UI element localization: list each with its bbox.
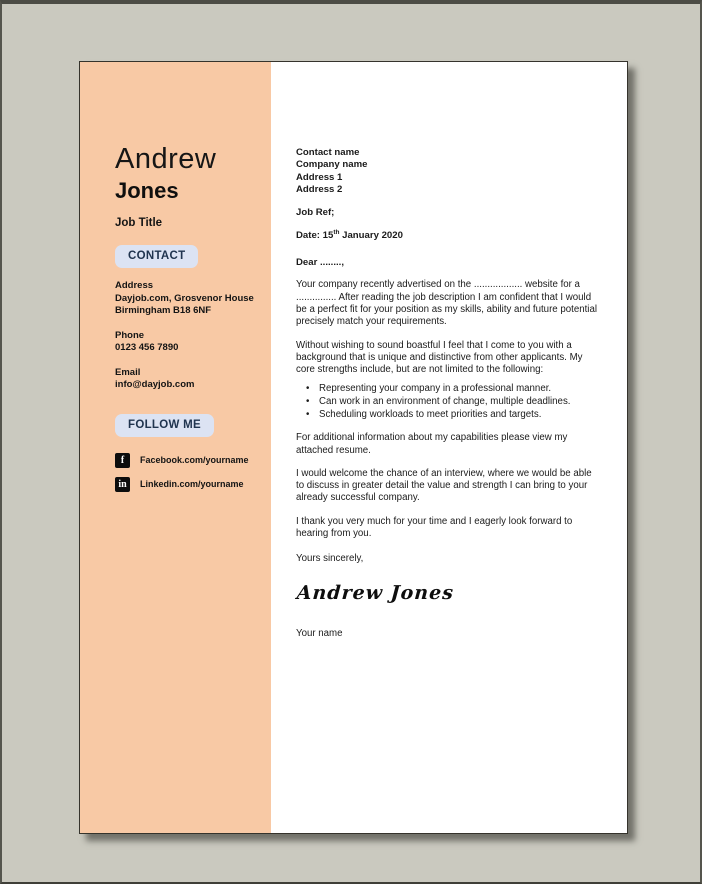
strength-item: • Scheduling workloads to meet priorities and targets. [310,409,601,422]
linkedin-label: Linkedin.com/yourname [140,479,244,490]
last-name: Jones [115,177,179,203]
recipient-contact-name: Contact name [296,147,360,158]
phone-label: Phone [115,329,145,341]
signoff: Yours sincerely, [296,553,364,565]
phone-value: 0123 456 7890 [115,342,179,354]
social-links [115,453,255,492]
paragraph-intro: Your company recently advertised on the .................. website for a ............... After reading the job description I am confident that I would be a perfect fit for your position as my skills, ability and future potential precisely match your requirements. [296,279,597,328]
strengths-list [296,383,601,421]
sidebar [80,62,271,833]
linkedin-link[interactable] [115,477,255,492]
job-ref: Job Ref; [296,207,335,219]
paragraph-strengths: Without wishing to sound boastful I feel that I come to you with a background that is unique and distinctive from other applicants. My core strengths include, but are not limited to the following: [296,339,583,376]
job-title: Job Title [115,217,163,230]
cover-letter-page [79,61,628,834]
signature: Andrew Jones [296,582,455,605]
linkedin-icon: in [115,477,130,492]
strength-item: • Can work in an environment of change, multiple deadlines. [310,396,601,409]
letter-body [271,62,627,833]
date-suffix: January 2020 [339,230,403,242]
paragraph-resume: For additional information about my capabilities please view my attached resume. [296,432,568,456]
recipient-block [296,147,601,196]
email-value: info@dayjob.com [115,379,195,391]
strength-item: • Representing your company in a professional manner. [310,383,601,396]
address-line-2: Birmingham B18 6NF [115,305,212,317]
date-line [296,229,601,241]
follow-me-button[interactable]: FOLLOW ME [115,414,214,437]
email-block [115,367,255,392]
address-label: Address [115,280,154,292]
facebook-icon: f [115,453,130,468]
email-label: Email [115,366,141,378]
paragraph-interview: I would welcome the chance of an interview, where we would be able to discuss in greater detail the value and strength I can bring to your already successful company. [296,467,592,504]
contact-button[interactable]: CONTACT [115,245,198,268]
salutation: Dear ........, [296,257,344,269]
facebook-label: Facebook.com/yourname [140,455,249,466]
paragraph-thanks: I thank you very much for your time and I eagerly look forward to hearing from you. [296,515,573,540]
recipient-address-1: Address 1 [296,171,343,183]
phone-block [115,330,255,355]
address-line-1: Dayjob.com, Grosvenor House [115,292,254,304]
facebook-link[interactable] [115,453,255,468]
date-ordinal: th [333,229,340,237]
date-prefix: Date: 15 [296,230,334,242]
address-block [115,280,255,318]
name-placeholder: Your name [296,628,343,640]
recipient-address-2: Address 2 [296,183,343,195]
first-name: Andrew [115,143,217,175]
recipient-company-name: Company name [296,159,368,171]
